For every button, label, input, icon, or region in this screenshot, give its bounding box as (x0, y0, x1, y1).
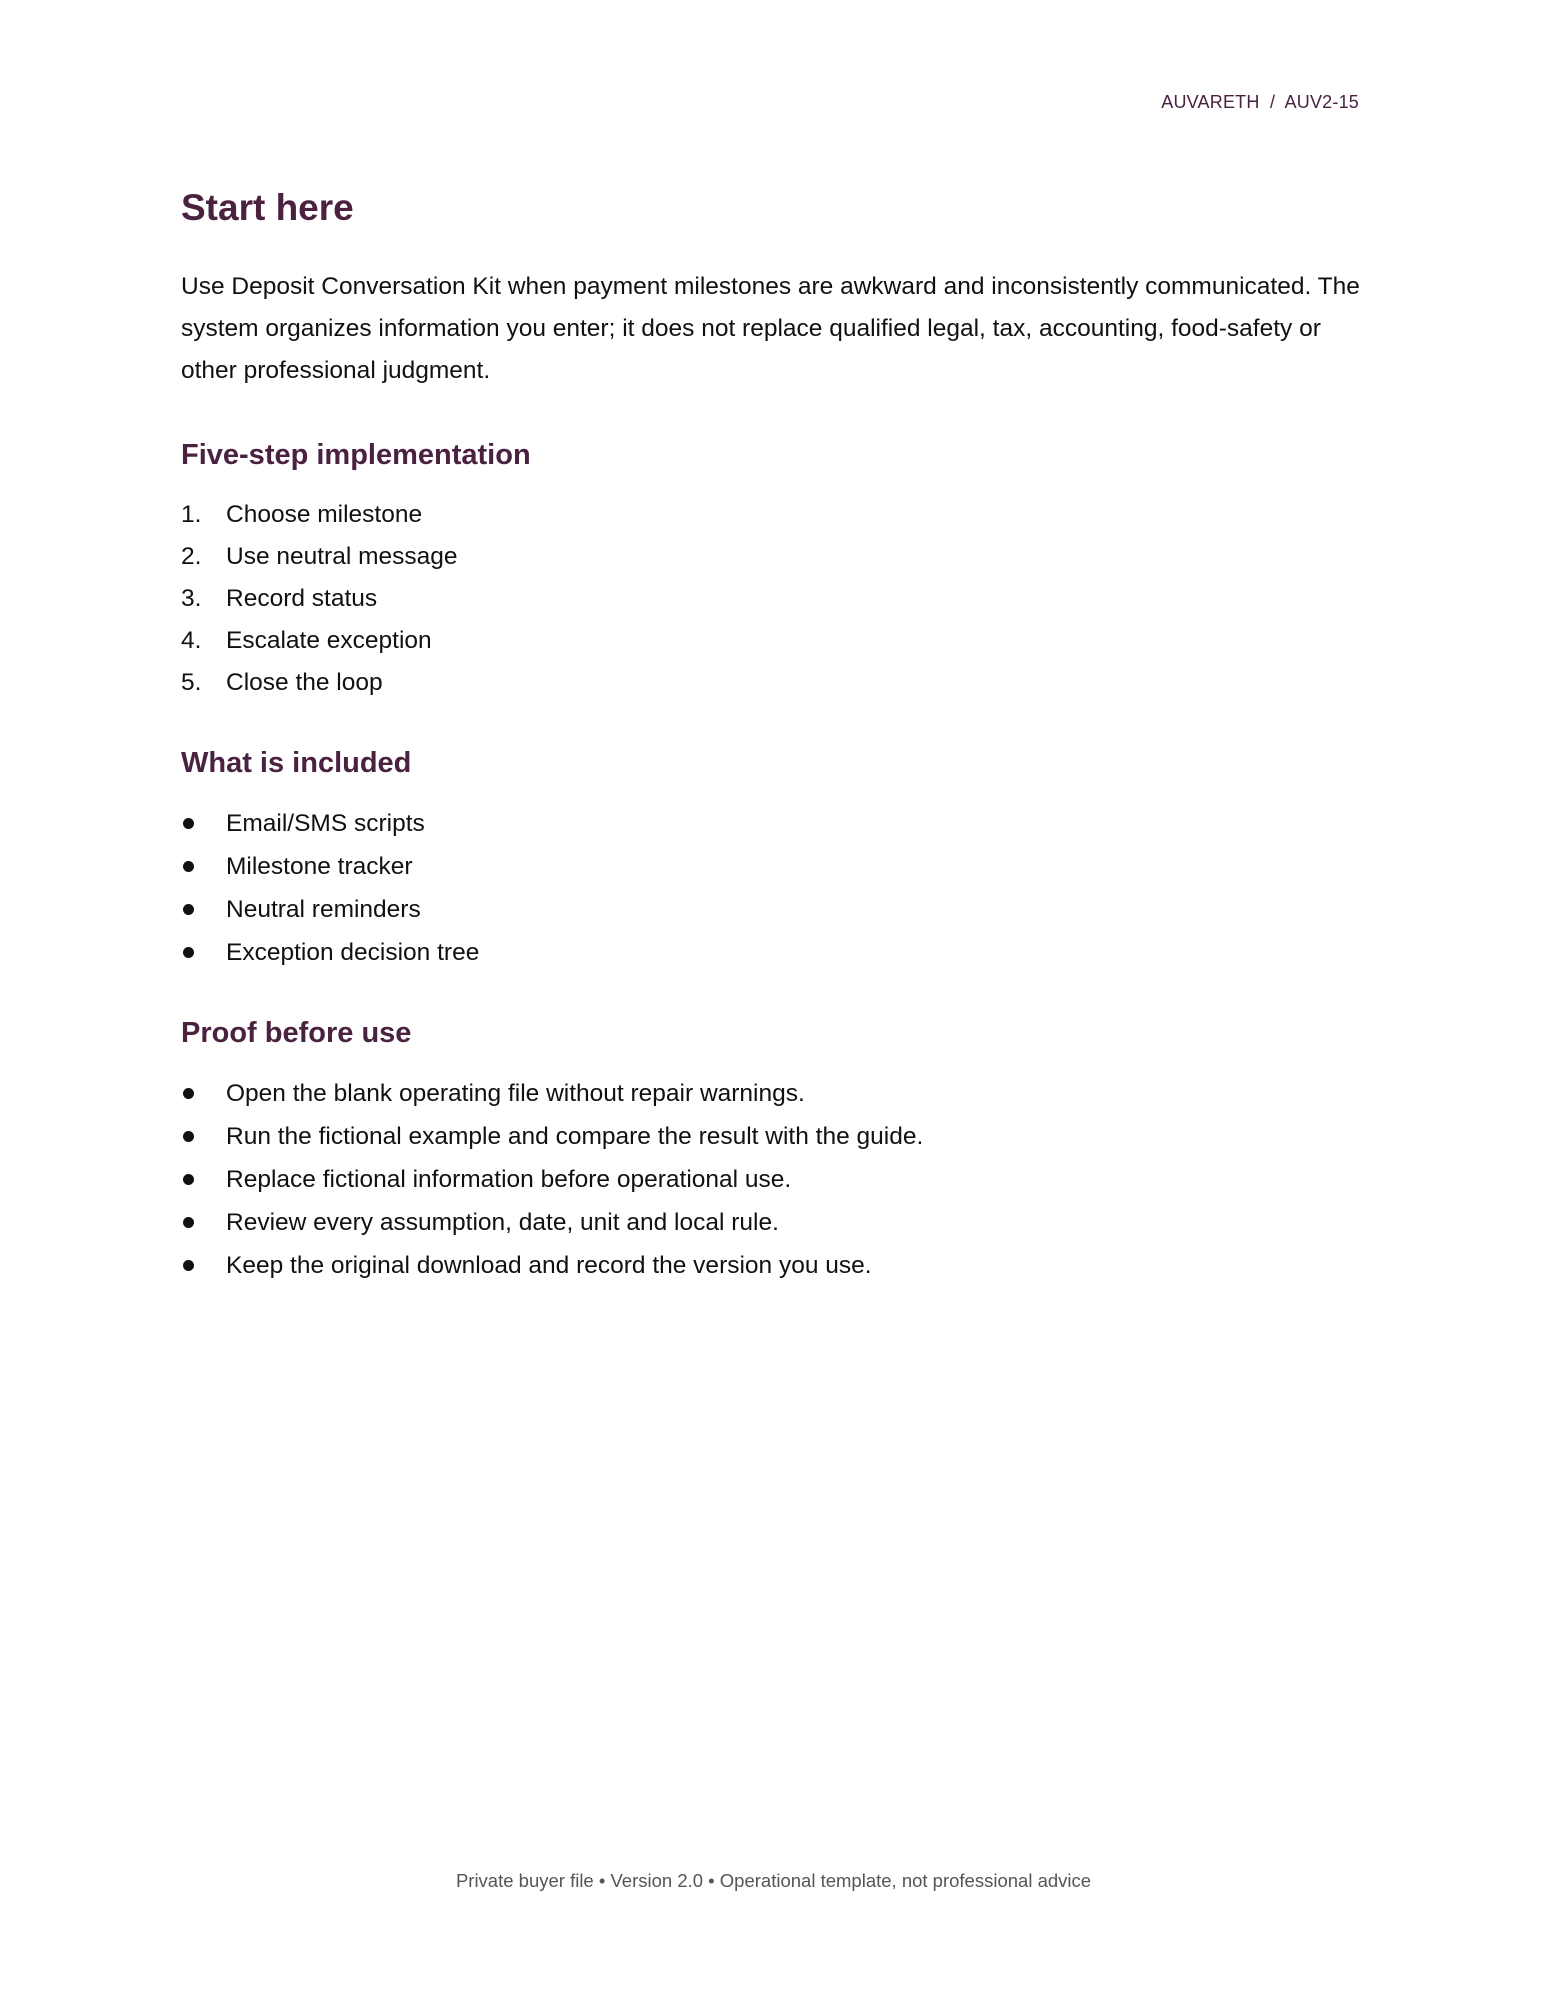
list-item (181, 802, 1366, 845)
step-text: Use neutral message (226, 543, 458, 570)
bullet-icon (183, 1260, 194, 1271)
list-item (181, 931, 1366, 974)
step-text: Choose milestone (226, 501, 423, 528)
document-reference: AUVARETH / AUV2-15 (1161, 92, 1359, 112)
bullet-icon (183, 861, 194, 872)
proof-item-text: Run the fictional example and compare the result with the guide. (226, 1123, 924, 1150)
intro-paragraph: Use Deposit Conversation Kit when payment milestones are awkward and inconsistently communicated. The system organizes information you enter; it does not replace qualified legal, tax, accounting, food-safety or other professional judgment. (181, 273, 1360, 384)
list-item (181, 888, 1366, 931)
page-footer: Private buyer file • Version 2.0 • Operational template, not professional advice (455, 1870, 1092, 1891)
list-item (181, 620, 1366, 662)
proof-list (181, 1072, 1366, 1287)
list-item (181, 1244, 1366, 1287)
included-item-text: Milestone tracker (226, 853, 413, 880)
list-item (181, 1072, 1366, 1115)
bullet-icon (183, 818, 194, 829)
included-item-text: Neutral reminders (226, 896, 421, 923)
bullet-icon (183, 947, 194, 958)
step-text: Escalate exception (226, 627, 432, 654)
bullet-icon (183, 1131, 194, 1142)
included-item-text: Exception decision tree (226, 939, 480, 966)
bullet-icon (183, 1174, 194, 1185)
list-item (181, 845, 1366, 888)
step-number: 3. (181, 585, 202, 612)
implementation-steps-list (181, 494, 1366, 704)
step-text: Record status (226, 585, 378, 612)
list-item (181, 494, 1366, 536)
document-body (181, 180, 1366, 1287)
list-item (181, 578, 1366, 620)
list-item (181, 662, 1366, 704)
proof-item-text: Open the blank operating file without repair warnings. (226, 1080, 805, 1107)
implementation-heading: Five-step implementation (181, 439, 531, 471)
list-item (181, 1158, 1366, 1201)
list-item (181, 1115, 1366, 1158)
bullet-icon (183, 904, 194, 915)
proof-item-text: Review every assumption, date, unit and local rule. (226, 1209, 779, 1236)
list-item (181, 1201, 1366, 1244)
step-number: 4. (181, 627, 202, 654)
included-item-text: Email/SMS scripts (226, 810, 425, 837)
step-number: 5. (181, 669, 202, 696)
proof-heading: Proof before use (181, 1017, 412, 1049)
list-item (181, 536, 1366, 578)
proof-item-text: Replace fictional information before operational use. (226, 1166, 792, 1193)
page-title: Start here (181, 187, 354, 228)
bullet-icon (183, 1088, 194, 1099)
bullet-icon (183, 1217, 194, 1228)
step-text: Close the loop (226, 669, 383, 696)
step-number: 1. (181, 501, 202, 528)
included-list (181, 802, 1366, 974)
step-number: 2. (181, 543, 202, 570)
proof-item-text: Keep the original download and record the version you use. (226, 1252, 872, 1279)
included-heading: What is included (181, 747, 412, 779)
